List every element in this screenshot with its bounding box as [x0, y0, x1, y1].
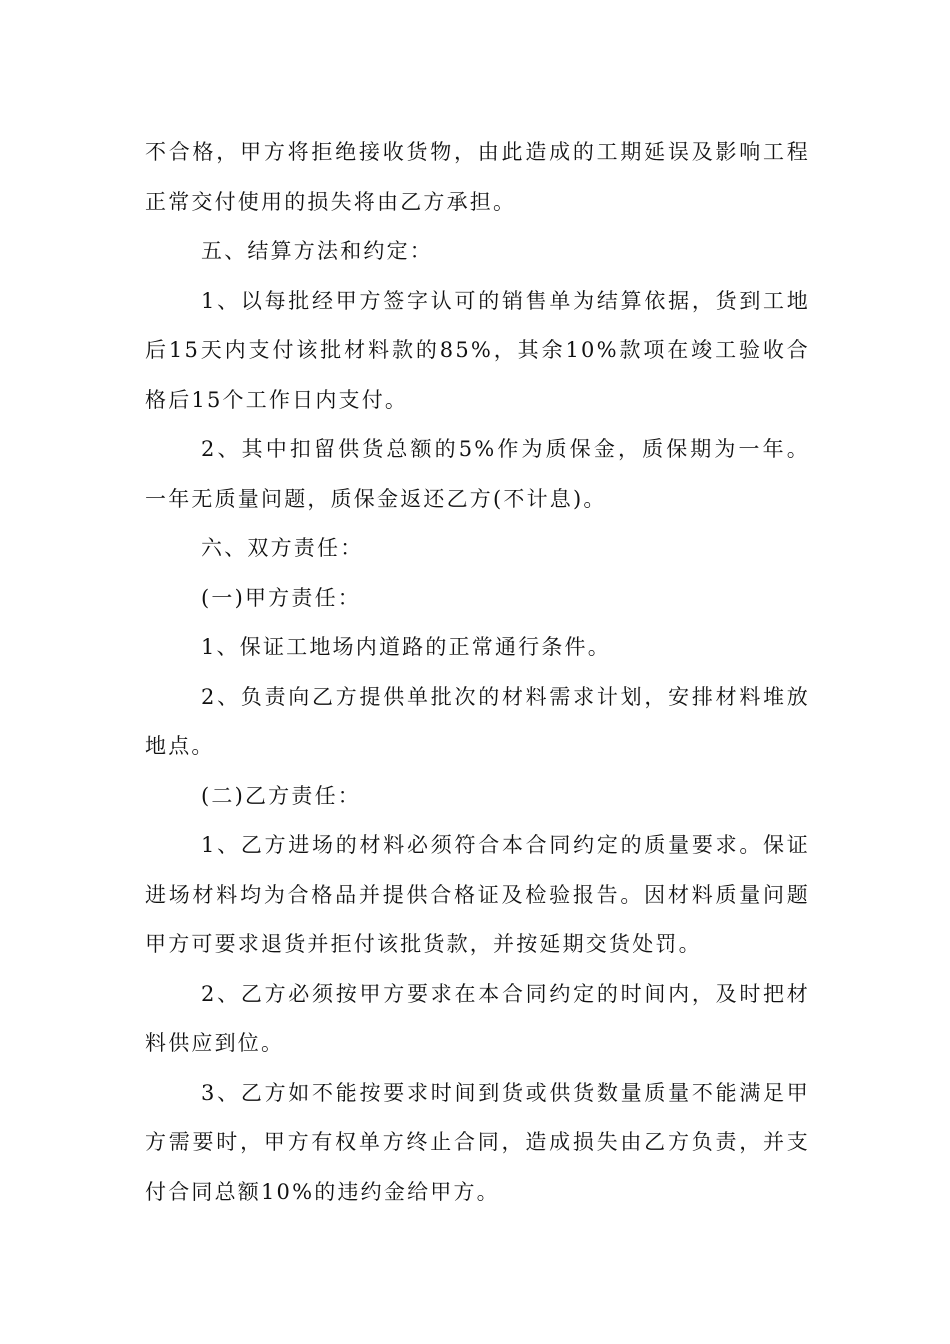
paragraph-party-b-3: 3、乙方如不能按要求时间到货或供货数量质量不能满足甲方需要时，甲方有权单方终止合同，造成损失由乙方负责，并支付合同总额10%的违约金给甲方。: [145, 1080, 810, 1204]
section-heading-settlement: 五、结算方法和约定：: [201, 239, 433, 263]
paragraph-party-b-1: 1、乙方进场的材料必须符合本合同约定的质量要求。保证进场材料均为合格品并提供合格证及检验报告。因材料质量问题甲方可要求退货并拒付该批货款，并按延期交货处罚。: [145, 833, 810, 956]
paragraph-party-b-2: 2、乙方必须按甲方要求在本合同约定的时间内，及时把材料供应到位。: [145, 981, 810, 1055]
document-body: [145, 128, 810, 1217]
paragraph-party-a-2: 2、负责向乙方提供单批次的材料需求计划，安排材料堆放地点。: [145, 684, 810, 758]
subheading-party-b: (二)乙方责任：: [201, 783, 361, 808]
paragraph-settlement-2: 2、其中扣留供货总额的5%作为质保金，质保期为一年。一年无质量问题，质保金返还乙方(不计息)。: [145, 437, 810, 511]
paragraph-delivery-rejection: 不合格，甲方将拒绝接收货物，由此造成的工期延误及影响工程正常交付使用的损失将由乙方承担。: [145, 140, 810, 214]
section-heading-responsibilities: 六、双方责任：: [201, 536, 364, 560]
paragraph-settlement-1: 1、以每批经甲方签字认可的销售单为结算依据，货到工地后15天内支付该批材料款的85%，其余10%款项在竣工验收合格后15个工作日内支付。: [145, 288, 810, 412]
paragraph-party-a-1: 1、保证工地场内道路的正常通行条件。: [201, 635, 611, 659]
subheading-party-a: (一)甲方责任：: [201, 585, 361, 610]
